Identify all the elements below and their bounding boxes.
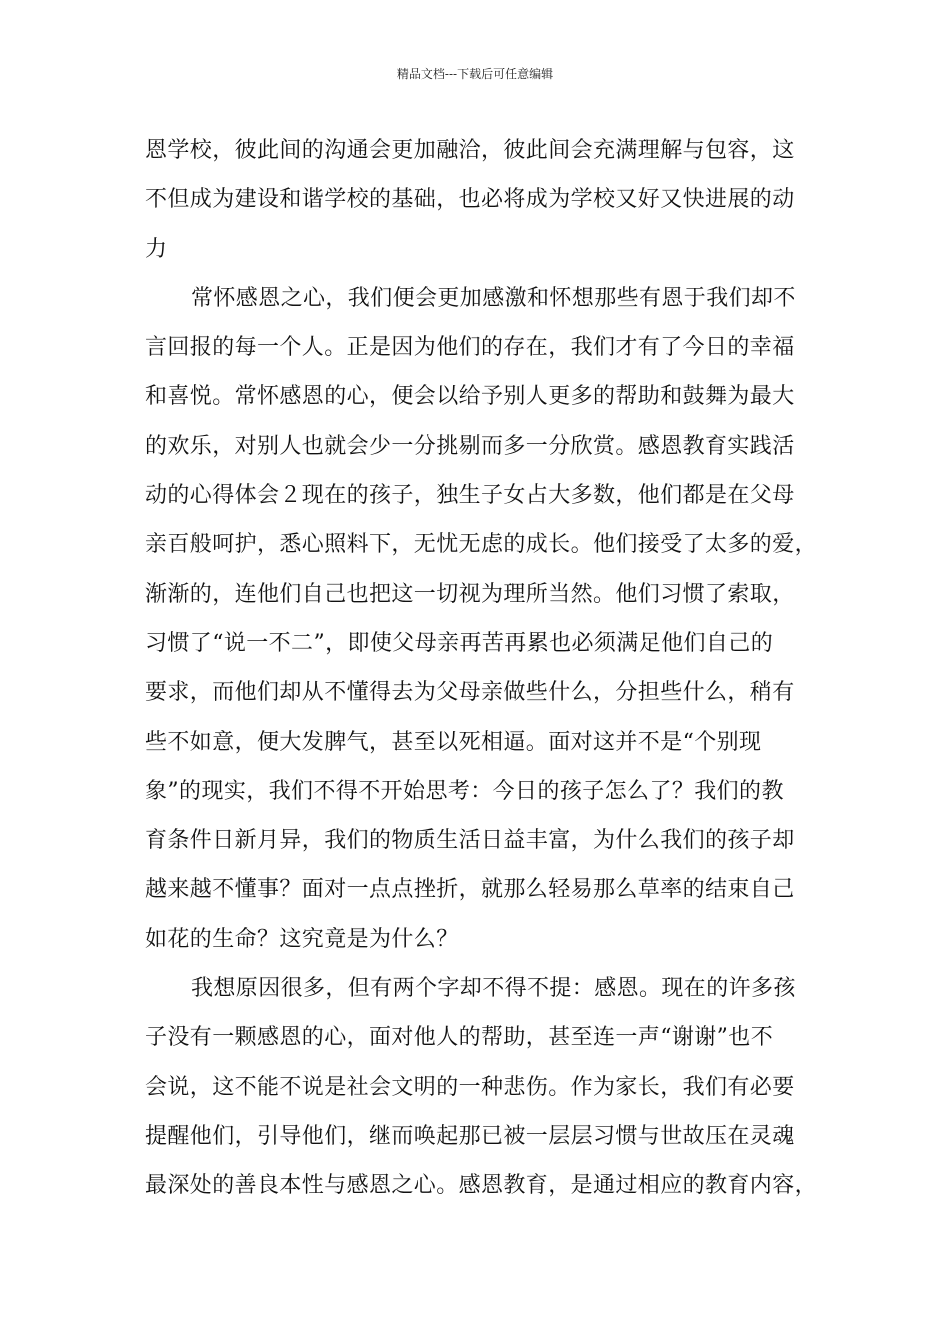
text-line: 些不如意，便大发脾气，甚至以死相逼。面对这并不是“个别现 [145, 729, 762, 755]
text-line: 亲百般呵护，悉心照料下，无忧无虑的成长。他们接受了太多的爱， [145, 532, 818, 558]
text-line: 动的心得体会２现在的孩子，独生子女占大多数，他们都是在父母 [145, 483, 795, 509]
text-line: 渐渐的，连他们自己也把这一切视为理所当然。他们习惯了索取， [145, 581, 795, 607]
text-line: 最深处的善良本性与感恩之心。感恩教育，是通过相应的教育内容， [145, 1173, 818, 1199]
text-line: 言回报的每一个人。正是因为他们的存在，我们才有了今日的幸福 [145, 335, 795, 361]
text-line: 如花的生命？这究竟是为什么？ [145, 926, 459, 952]
page-header: 精品文档---下载后可任意编辑 [396, 67, 554, 81]
text-line: 力 [145, 236, 168, 262]
text-line: 的欢乐，对别人也就会少一分挑剔而多一分欣赏。感恩教育实践活 [145, 433, 795, 459]
paragraph [145, 126, 825, 274]
text-line: 会说，这不能不说是社会文明的一种悲伤。作为家长，我们有必要 [145, 1074, 795, 1100]
text-line: 象”的现实，我们不得不开始思考：今日的孩子怎么了？我们的教 [145, 778, 784, 804]
text-line: 常怀感恩之心，我们便会更加感激和怀想那些有恩于我们却不 [191, 285, 796, 311]
paragraph [145, 274, 825, 964]
text-line: 越来越不懂事？面对一点点挫折，就那么轻易那么草率的结束自己 [145, 877, 795, 903]
text-line: 要求，而他们却从不懂得去为父母亲做些什么，分担些什么，稍有 [145, 680, 795, 706]
text-line: 恩学校，彼此间的沟通会更加融洽，彼此间会充满理解与包容，这 [145, 138, 795, 163]
text-line: 提醒他们，引导他们，继而唤起那已被一层层习惯与世故压在灵魂 [145, 1123, 795, 1149]
text-line: 习惯了“说一不二”，即使父母亲再苦再累也必须满足他们自己的 [145, 630, 774, 656]
text-line: 育条件日新月异，我们的物质生活日益丰富，为什么我们的孩子却 [145, 828, 795, 854]
document-body [145, 126, 825, 1211]
text-line: 我想原因很多，但有两个字却不得不提：感恩。现在的许多孩 [191, 976, 796, 1002]
text-line: 和喜悦。常怀感恩的心，便会以给予别人更多的帮助和鼓舞为最大 [145, 384, 795, 410]
text-line: 不但成为建设和谐学校的基础，也必将成为学校又好又快进展的动 [145, 187, 795, 213]
paragraph [145, 964, 825, 1210]
text-line: 子没有一颗感恩的心，面对他人的帮助，甚至连一声“谢谢”也不 [145, 1025, 774, 1051]
